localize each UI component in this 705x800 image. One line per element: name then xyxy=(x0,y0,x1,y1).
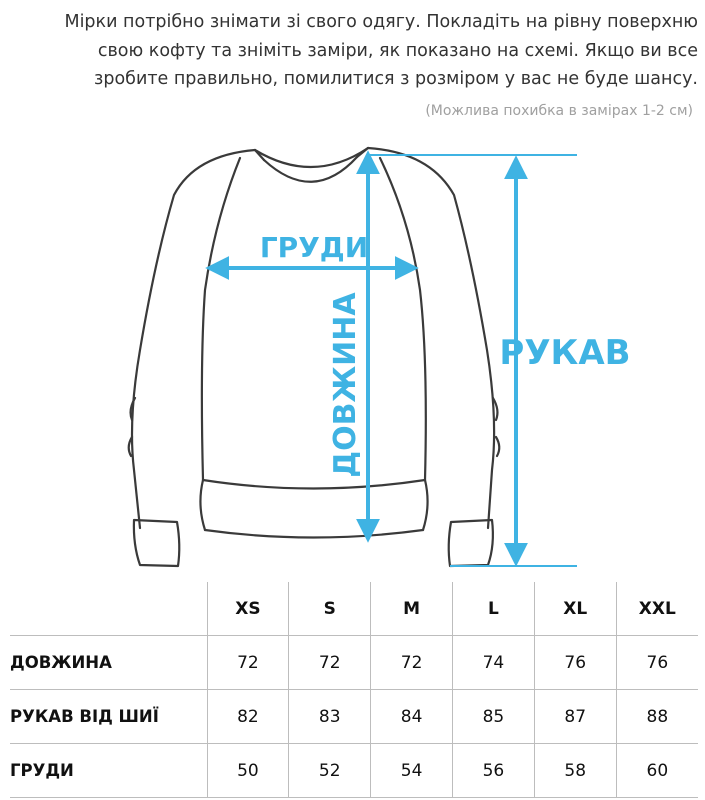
size-header-empty xyxy=(10,582,207,636)
table-cell: 76 xyxy=(534,636,616,690)
row-label: ГРУДИ xyxy=(10,744,207,798)
size-header-cell: XS xyxy=(207,582,289,636)
hem-right xyxy=(423,480,428,530)
table-cell: 54 xyxy=(371,744,453,798)
raglan-seam-left xyxy=(202,158,240,480)
length-label: ДОВЖИНА xyxy=(328,292,363,478)
table-cell: 72 xyxy=(207,636,289,690)
body-left-side xyxy=(132,150,255,528)
table-cell: 72 xyxy=(371,636,453,690)
table-row xyxy=(10,636,698,690)
chest-label: ГРУДИ xyxy=(259,231,369,264)
row-label: РУКАВ ВІД ШИЇ xyxy=(10,690,207,744)
table-cell: 58 xyxy=(534,744,616,798)
hem-left xyxy=(200,480,205,530)
table-cell: 88 xyxy=(616,690,698,744)
table-cell: 50 xyxy=(207,744,289,798)
table-cell: 74 xyxy=(452,636,534,690)
sleeve-label: РУКАВ xyxy=(499,333,631,373)
table-cell: 84 xyxy=(371,690,453,744)
instructions-line: Мірки потрібно знімати зі свого одягу. Покладіть на рівну поверхню xyxy=(64,12,698,32)
instructions-line: зробите правильно, помилитися з розміром у вас не буде шансу. xyxy=(94,69,698,89)
raglan-seam-right xyxy=(380,158,426,480)
size-header-cell: XXL xyxy=(616,582,698,636)
crease-right-2 xyxy=(496,437,499,456)
size-header-cell: S xyxy=(289,582,371,636)
table-cell: 72 xyxy=(289,636,371,690)
table-cell: 76 xyxy=(616,636,698,690)
table-cell: 85 xyxy=(452,690,534,744)
size-header-cell: XL xyxy=(534,582,616,636)
size-table xyxy=(10,582,698,798)
instructions-line: свою кофту та зніміть заміри, як показано на схемі. Якщо ви все xyxy=(97,40,698,61)
tolerance-note: (Можлива похибка в замірах 1-2 см) xyxy=(425,103,693,119)
body-right-side xyxy=(368,148,494,528)
table-row xyxy=(10,690,698,744)
table-cell: 87 xyxy=(534,690,616,744)
sweatshirt-outline xyxy=(129,148,500,566)
size-header-cell: M xyxy=(371,582,453,636)
hem-bottom xyxy=(205,530,423,538)
size-header-row xyxy=(10,582,698,636)
size-header-cell: L xyxy=(452,582,534,636)
hem-top xyxy=(203,480,425,489)
table-cell: 56 xyxy=(452,744,534,798)
table-cell: 60 xyxy=(616,744,698,798)
table-cell: 52 xyxy=(289,744,371,798)
cuff-right xyxy=(449,520,493,566)
row-label: ДОВЖИНА xyxy=(10,636,207,690)
table-row xyxy=(10,744,698,798)
table-cell: 82 xyxy=(207,690,289,744)
table-cell: 83 xyxy=(289,690,371,744)
